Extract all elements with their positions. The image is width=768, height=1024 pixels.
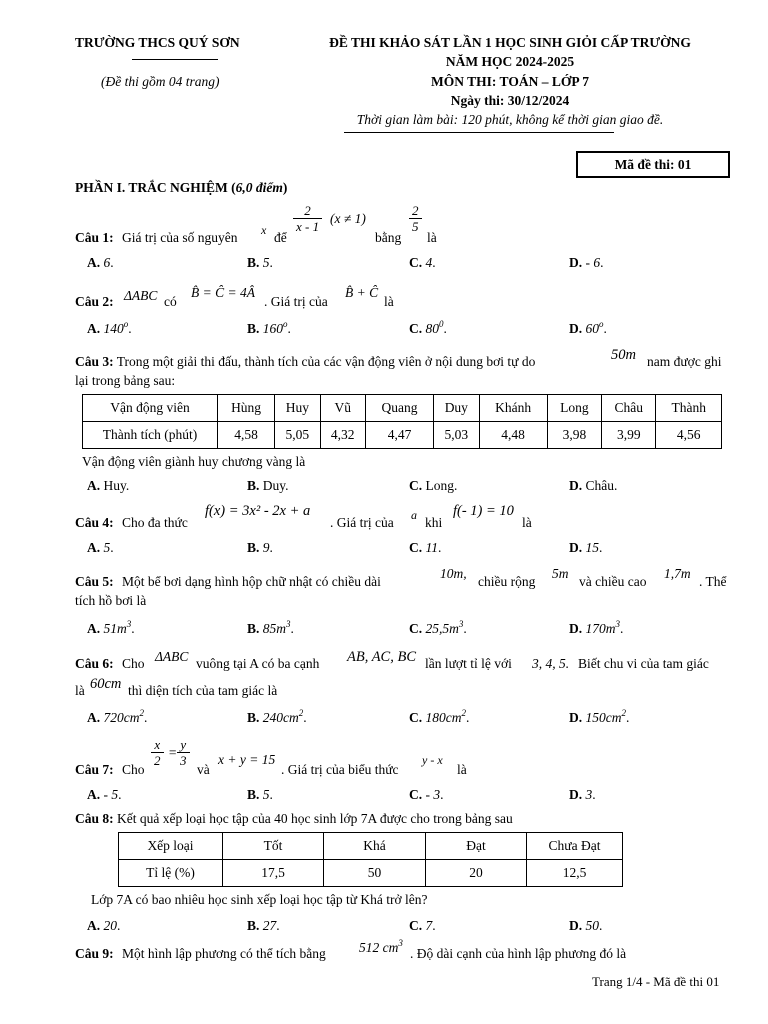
table-cell: Long (547, 395, 601, 422)
option: A. 20. (87, 918, 121, 933)
table-row (83, 395, 722, 422)
table-row (119, 860, 623, 887)
option: B. 160$^o$. (247, 319, 291, 336)
table-cell: 3,98 (547, 422, 601, 449)
option: A. 5. (87, 540, 114, 555)
table-cell: Vũ (320, 395, 365, 422)
option: B. 27. (247, 918, 280, 933)
page-count-note: (Đề thi gồm 04 trang) (101, 74, 220, 89)
table-cell: 4,32 (320, 422, 365, 449)
table-cell: Châu (602, 395, 656, 422)
table-cell: 20 (426, 860, 527, 887)
option: D. Châu. (569, 478, 618, 493)
table-cell: 17,5 (223, 860, 324, 887)
table-header-cell: Vận động viên (83, 395, 218, 422)
table-cell: Hùng (218, 395, 275, 422)
exam-title-line2: NĂM HỌC 2024-2025 (445, 54, 575, 69)
page-footer: Trang 1/4 - Mã đề thi 01 (592, 974, 720, 989)
option: C. $180cm^2$. (409, 708, 470, 725)
option: D. 60$^o$. (569, 319, 607, 336)
school-underline (132, 59, 218, 60)
option: D. 15. (569, 540, 603, 555)
option: D. $170m^3$. (569, 619, 624, 636)
table-header-cell: Khá (324, 833, 426, 860)
exam-subject: MÔN THI: TOÁN – LỚP 7 (431, 74, 589, 89)
question-4: Câu 4: Cho đa thức f(x) = 3x² - 2x + a . Giá trị của a khi f(- 1) = 10 là (75, 503, 532, 530)
option: A. 140$^o$. (87, 319, 132, 336)
table-cell: Quang (365, 395, 433, 422)
table-row (119, 833, 623, 860)
table-cell: 12,5 (527, 860, 623, 887)
exam-title-line1: ĐỀ THI KHẢO SÁT LẦN 1 HỌC SINH GIỎI CẤP TRƯỜNG (329, 35, 691, 50)
question-7: Câu 7: Cho $\frac{x}{2}$ = $\frac{y}{3}$ và x + y = 15 . Giá trị của biểu thức y - x là (75, 737, 467, 777)
exam-time-note: Thời gian làm bài: 120 phút, không kể thời gian giao đề. (356, 112, 664, 127)
option: B. Duy. (247, 478, 289, 493)
section-title: PHẦN I. TRẮC NGHIỆM (6,0 điểm) (75, 180, 288, 195)
question-2: Câu 2: ΔABC có B̂ = Ĉ = 4Â . Giá trị của B̂ + Ĉ là (75, 285, 394, 309)
table-cell: Thành (656, 395, 722, 422)
table-header-cell: Thành tích (phút) (83, 422, 218, 449)
q3-line2: lại trong bảng sau: (75, 373, 176, 388)
option: B. 5. (247, 787, 273, 802)
option: D. $150cm^2$. (569, 708, 630, 725)
question-3: Câu 3: Trong một giải thi đấu, thành tích của các vận động viên ở nội dung bơi tự do (75, 354, 536, 369)
option: D. - 6. (569, 255, 604, 270)
option: C. $25,5m^3$. (409, 619, 467, 636)
q3-text-tail: nam được ghi (647, 354, 722, 369)
q3-results-table (82, 394, 722, 449)
table-cell: 4,48 (479, 422, 547, 449)
option: A. $720cm^2$. (87, 708, 148, 725)
table-cell: Duy (434, 395, 479, 422)
table-header-cell: Đạt (426, 833, 527, 860)
table-header-cell: Chưa Đạt (527, 833, 623, 860)
q3-distance: 50m (611, 347, 636, 363)
table-cell: 4,47 (365, 422, 433, 449)
table-cell: Tỉ lệ (%) (119, 860, 223, 887)
option: A. Huy. (87, 478, 130, 493)
q3-prompt: Vận động viên giành huy chương vàng là (82, 454, 306, 469)
option: D. 50. (569, 918, 603, 933)
question-9: Câu 9: Một hình lập phương có thể tích bằng 512 $cm^3$ . Độ dài cạnh của hình lập phương đó là (75, 938, 627, 961)
table-row (83, 422, 722, 449)
table-cell: 50 (324, 860, 426, 887)
q8-prompt: Lớp 7A có bao nhiêu học sinh xếp loại học tập từ Khá trở lên? (91, 892, 428, 907)
question-6: Câu 6: Cho ΔABC vuông tại A có ba cạnh AB, AC, BC lần lượt tỉ lệ với 3, 4, 5. Biết chu vi của tam giác là 60cm thì diện tích của tam giác là (75, 649, 709, 698)
option: B. $85m^3$. (247, 619, 294, 636)
option: A. 6. (87, 255, 114, 270)
table-cell: 5,03 (434, 422, 479, 449)
option: C. - 3. (409, 787, 444, 802)
option: C. 7. (409, 918, 436, 933)
exam-date: Ngày thi: 30/12/2024 (450, 93, 570, 108)
option: A. $51m^3$. (87, 619, 135, 636)
question-5: Câu 5: Một bể bơi dạng hình hộp chữ nhật có chiều dài 10m, chiều rộng 5m và chiều cao 1,7m . Thể tích hồ bơi là (75, 566, 727, 608)
q8-grades-table (118, 832, 623, 887)
option: A. - 5. (87, 787, 122, 802)
table-cell: 3,99 (602, 422, 656, 449)
table-header-cell: Xếp loại (119, 833, 223, 860)
option: B. $240cm^2$. (247, 708, 307, 725)
table-cell: 4,58 (218, 422, 275, 449)
school-name: TRƯỜNG THCS QUÝ SƠN (75, 35, 240, 50)
table-header-cell: Tốt (223, 833, 324, 860)
option: D. 3. (569, 787, 596, 802)
option: B. 5. (247, 255, 273, 270)
option: C. 11. (409, 540, 442, 555)
title-underline (344, 132, 614, 133)
table-cell: 5,05 (275, 422, 320, 449)
option: C. 4. (409, 255, 436, 270)
option: C. $80^0$. (409, 319, 447, 336)
option: C. Long. (409, 478, 458, 493)
question-8: Câu 8: Kết quả xếp loại học tập của 40 học sinh lớp 7A được cho trong bảng sau (75, 811, 513, 826)
table-cell: Huy (275, 395, 320, 422)
table-cell: 4,56 (656, 422, 722, 449)
exam-code-box: Mã đề thi: 01 (576, 151, 730, 178)
option: B. 9. (247, 540, 273, 555)
table-cell: Khánh (479, 395, 547, 422)
